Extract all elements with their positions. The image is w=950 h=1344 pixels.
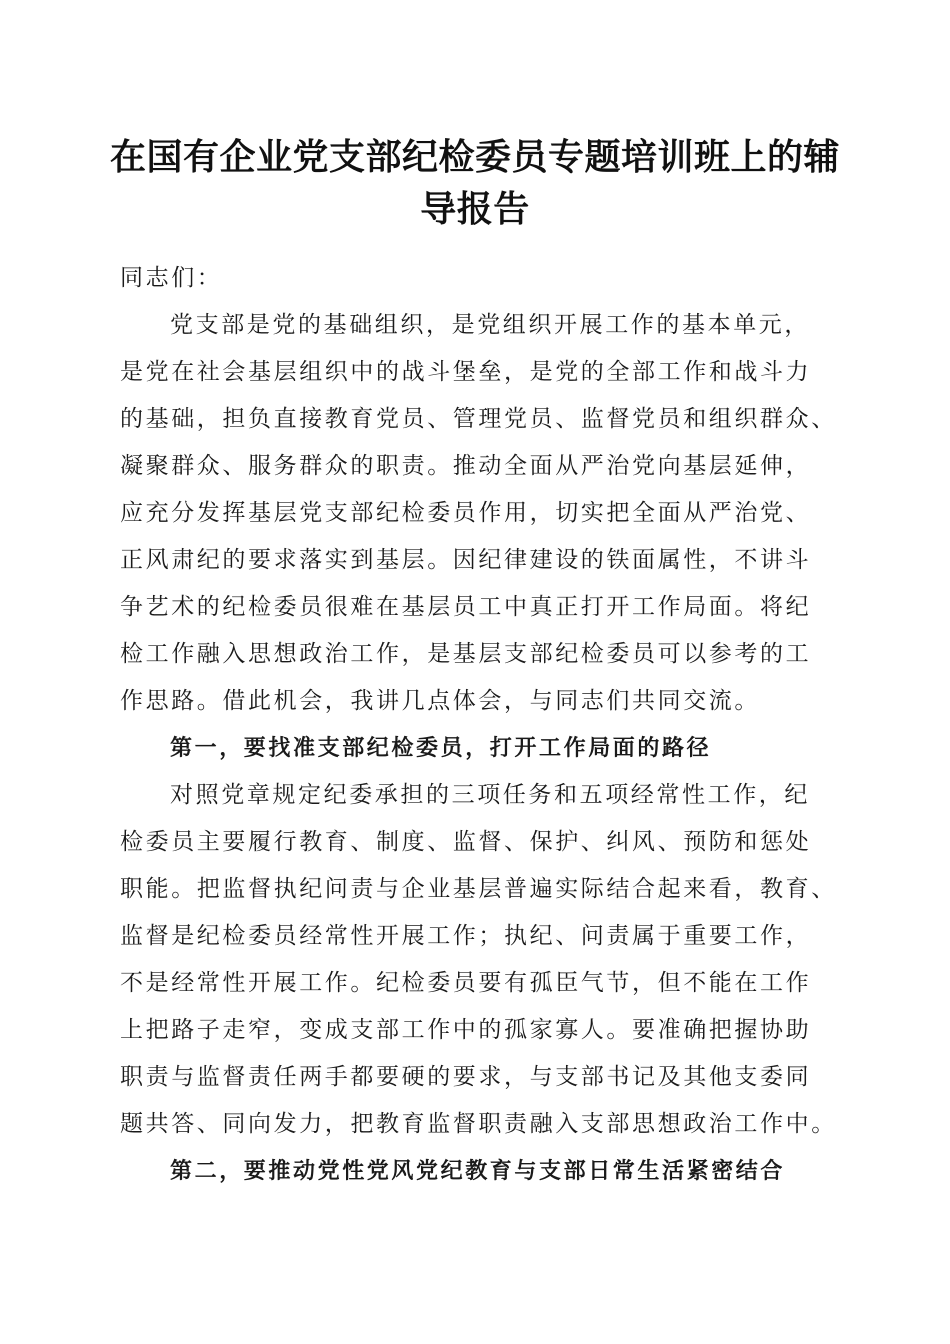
paragraph-2-line-5: 不是经常性开展工作。纪检委员要有孤臣气节，但不能在工作 — [120, 970, 812, 996]
section-heading-2: 第二，要推动党性党风党纪教育与支部日常生活紧密结合 — [170, 1159, 786, 1184]
paragraph-1-line-4: 凝聚群众、服务群众的职责。推动全面从严治党向基层延伸， — [120, 453, 812, 479]
paragraph-1-line-9: 作思路。借此机会，我讲几点体会，与同志们共同交流。 — [120, 688, 760, 714]
paragraph-1-line-3: 的基础，担负直接教育党员、管理党员、监督党员和组织群众、 — [120, 406, 837, 432]
greeting: 同志们： — [120, 265, 223, 291]
section-heading-1: 第一，要找准支部纪检委员，打开工作局面的路径 — [170, 736, 712, 761]
paragraph-2-line-1: 对照党章规定纪委承担的三项任务和五项经常性工作，纪 — [170, 782, 810, 808]
paragraph-2-line-6: 上把路子走窄，变成支部工作中的孤家寡人。要准确把握协助 — [120, 1017, 812, 1043]
paragraph-1-line-2: 是党在社会基层组织中的战斗堡垒，是党的全部工作和战斗力 — [120, 359, 812, 385]
paragraph-2-line-7: 职责与监督责任两手都要硬的要求，与支部书记及其他支委同 — [120, 1064, 812, 1090]
title-line-2: 导报告 — [420, 189, 530, 230]
paragraph-1-line-5: 应充分发挥基层党支部纪检委员作用，切实把全面从严治党、 — [120, 500, 812, 526]
paragraph-1-line-8: 检工作融入思想政治工作，是基层支部纪检委员可以参考的工 — [120, 641, 812, 667]
paragraph-2-line-4: 监督是纪检委员经常性开展工作；执纪、问责属于重要工作， — [120, 923, 812, 949]
paragraph-1-line-6: 正风肃纪的要求落实到基层。因纪律建设的铁面属性，不讲斗 — [120, 547, 812, 573]
title-line-1: 在国有企业党支部纪检委员专题培训班上的辅 — [110, 137, 841, 178]
document-body — [120, 255, 840, 1195]
paragraph-2-line-2: 检委员主要履行教育、制度、监督、保护、纠风、预防和惩处 — [120, 829, 812, 855]
paragraph-2-line-3: 职能。把监督执纪问责与企业基层普遍实际结合起来看，教育、 — [120, 876, 837, 902]
document-title — [110, 132, 840, 236]
paragraph-2-line-8: 题共答、同向发力，把教育监督职责融入支部思想政治工作中。 — [120, 1111, 837, 1137]
paragraph-1-line-1: 党支部是党的基础组织，是党组织开展工作的基本单元， — [170, 312, 810, 338]
paragraph-1-line-7: 争艺术的纪检委员很难在基层员工中真正打开工作局面。将纪 — [120, 594, 812, 620]
